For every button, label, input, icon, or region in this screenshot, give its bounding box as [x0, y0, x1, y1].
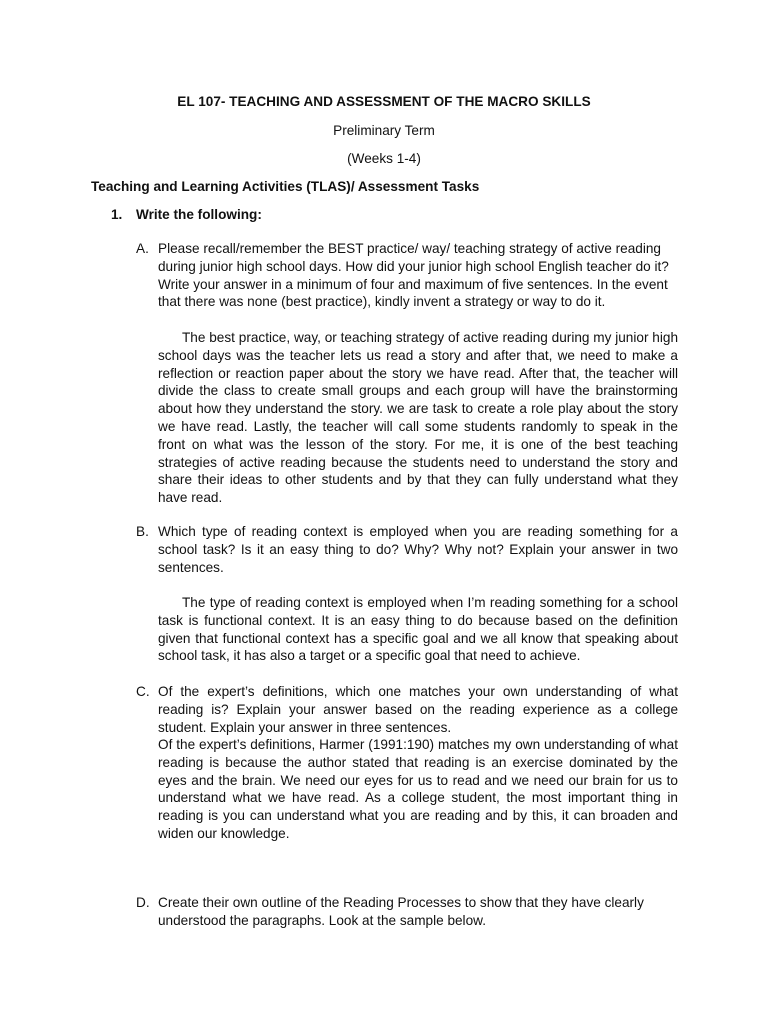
question-c-answer: Of the expert’s definitions, Harmer (1991:190) matches my own understanding of what reading is because the author stated that reading is an exercise dominated by the eyes and the brain. We need our eyes for us to read and we need our brain for us to understand what we have read. As a college student, the most important thing in reading is you can understand what you are reading and by this, it can broaden and widen our knowledge. — [158, 737, 678, 841]
question-d-letter: D. — [136, 895, 150, 910]
weeks-label: (Weeks 1-4) — [347, 151, 421, 166]
question-a-answer: The best practice, way, or teaching strategy of active reading during my junior high school days was the teacher lets us read a story and after that, we need to make a reflection or reaction paper about the story we have read. After that, the teacher will divide the class to create small groups and each group will have the brainstorming about how they understand the story. we are task to create a role play about the story we have read. Lastly, the teacher will call some students randomly to speak in the front on what was the lesson of the story. For me, it is one of the best teaching strategies of active reading because the students need to understand the story and share their ideas to other students and by that they can fully understand what they have read. — [158, 330, 678, 506]
question-a-prompt: Please recall/remember the BEST practice/ way/ teaching strategy of active reading during junior high school days. How did your junior high school English teacher do it? Write your answer in a minimum of four and maximum of five sentences. In the event that there was none (best practice), kindly invent a strategy or way to do it. — [158, 241, 669, 310]
section-heading: Teaching and Learning Activities (TLAS)/ Assessment Tasks — [91, 179, 480, 194]
item-number: 1. — [111, 207, 123, 222]
term-label: Preliminary Term — [333, 123, 435, 138]
question-c-letter: C. — [136, 684, 150, 699]
question-b-answer: The type of reading context is employed when I’m reading something for a school task is functional context. It is an easy thing to do because based on the definition given that functional context has a specific goal and we all know that speaking about school task, it has also a target or a specific goal that need to achieve. — [158, 595, 678, 664]
question-b-letter: B. — [136, 524, 149, 539]
question-a-letter: A. — [136, 241, 149, 256]
question-d-prompt: Create their own outline of the Reading Processes to show that they have clearly understood the paragraphs. Look at the sample below. — [158, 895, 644, 928]
item-label: Write the following: — [136, 207, 262, 222]
question-c-prompt: Of the expert’s definitions, which one matches your own understanding of what reading is? Explain your answer based on the reading experience as a college student. Explain your answer in three sentences. — [158, 684, 678, 735]
question-b-prompt: Which type of reading context is employed when you are reading something for a school task? Is it an easy thing to do? Why? Why not? Explain your answer in two sentences. — [158, 524, 678, 575]
document-title: EL 107- TEACHING AND ASSESSMENT OF THE MACRO SKILLS — [177, 94, 591, 109]
